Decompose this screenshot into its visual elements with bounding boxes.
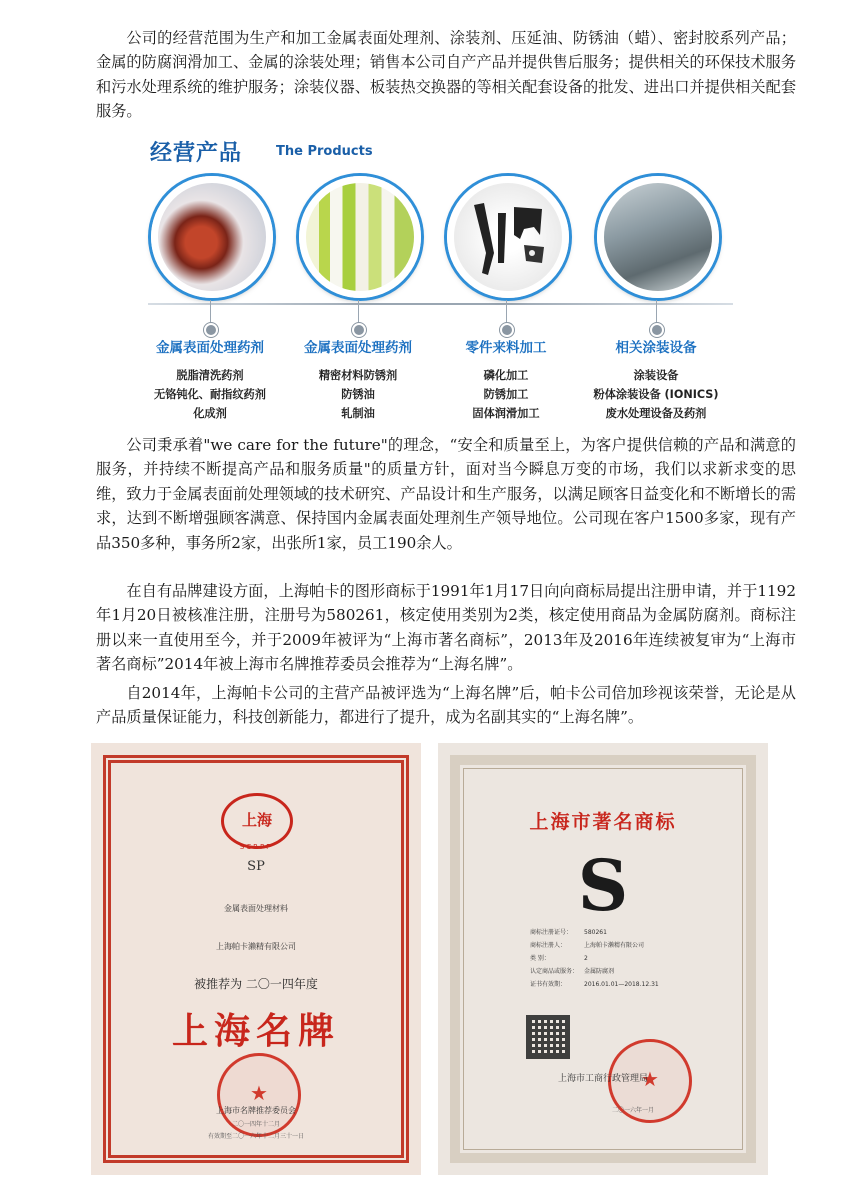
metal-parts-icon xyxy=(454,183,562,291)
red-seal: ★ xyxy=(608,1039,692,1123)
trademark-title: 上海市著名商标 xyxy=(529,811,677,833)
brand-paragraph: 在自有品牌建设方面，上海帕卡的图形商标于1991年1月17日向向商标局提出注册申请，并于1192年1月20日被核准注册，注册号为580261，核定使用类别为2类，核定使用商品为金属防腐剂。商标注册以来一直使用至今，并于2009年被评为“上海市著名商标”，2013年及2016年连续被复审为“上海市著名商标”2014年被上海市名牌推荐委员会推荐为“上海名牌”。 xyxy=(96,582,796,674)
banner-title: 经营产品 xyxy=(150,141,243,166)
field-key: 商标注册证号： xyxy=(530,929,573,936)
stem xyxy=(358,300,359,324)
product-column-4 xyxy=(586,176,736,436)
field-value: 2 xyxy=(584,955,588,962)
category-item: 精密材料防锈剂 xyxy=(318,369,398,382)
big-title: 上海名牌 xyxy=(171,1010,340,1052)
category-title: 金属表面处理药剂 xyxy=(304,340,412,356)
field-value: 上海帕卡濑精有限公司 xyxy=(584,942,645,949)
field-row xyxy=(530,953,588,962)
timeline-dot xyxy=(204,323,218,337)
field-key: 证书有效期： xyxy=(530,981,567,988)
famous-trademark-certificate xyxy=(438,743,768,1175)
category-item: 轧制油 xyxy=(341,407,375,420)
field-key: 类 别： xyxy=(530,955,550,962)
field-row xyxy=(530,979,659,988)
category-title: 零件来料加工 xyxy=(465,340,547,356)
company-label: 上海帕卡濑精有限公司 xyxy=(216,942,296,951)
field-row xyxy=(530,966,614,975)
product-column-1 xyxy=(140,176,290,436)
timeline-dot xyxy=(500,323,514,337)
stem xyxy=(506,300,507,324)
honor-paragraph: 自2014年，上海帕卡公司的主营产品被评选为“上海名牌”后，帕卡公司倍加珍视该荣誉，无论是从产品质量保证能力，科技创新能力，都进行了提升，成为名副其实的“上海名牌”。 xyxy=(96,684,796,727)
validity-label: 有效期至二〇一六年十二月三十一日 xyxy=(207,1133,304,1140)
timeline-dot xyxy=(650,323,664,337)
red-seal: ★ xyxy=(217,1053,301,1137)
brand-logo xyxy=(221,793,293,849)
qr-code-icon xyxy=(526,1015,570,1059)
lab-flask-image xyxy=(151,176,273,298)
philosophy-paragraph: 公司秉承着"we care for the future"的理念，“安全和质量至上，为客户提供信赖的产品和满意的服务，并持续不断提高产品和服务质量"的质量方针，面对当今瞬息万变的市场，我们以求新求变的思维，致力于金属表面前处理领域的技术研究、产品设计和生产服务，以满足顾客日益变化和不断增长的需求，达到不断增强顾客满意、保持国内金属表面处理剂生产领导地位。公司现在客户1500多家，现有产品350多种，事务所2家，出张所1家，员工190余人。 xyxy=(96,436,796,552)
category-item: 脱脂清洗药剂 xyxy=(176,369,244,382)
category-item: 涂装设备 xyxy=(633,369,679,382)
product-column-2 xyxy=(288,176,438,436)
oil-bottles-image xyxy=(299,176,421,298)
category-item: 粉体涂装设备 (IONICS) xyxy=(593,388,719,401)
recommend-label: 被推荐为 二〇一四年度 xyxy=(194,977,318,991)
product-column-3 xyxy=(436,176,586,436)
timeline-dot xyxy=(352,323,366,337)
committee-label: 上海市名牌推荐委员会 xyxy=(216,1106,296,1115)
field-row xyxy=(530,927,607,936)
logo-subtext: SCRPF xyxy=(239,843,273,851)
category-items xyxy=(586,366,726,423)
sp-label: SP xyxy=(247,859,265,874)
category-item: 磷化加工 xyxy=(483,369,529,382)
date-label: 二〇一四年十二月 xyxy=(231,1121,280,1128)
logo-text: 上海 xyxy=(241,811,272,829)
category-items xyxy=(436,366,576,423)
date-label: 二〇一六年一月 xyxy=(611,1107,654,1114)
issuer-label: 上海市工商行政管理局 xyxy=(557,1074,648,1084)
category-item: 无铬钝化、耐指纹药剂 xyxy=(154,388,266,401)
coating-line-image xyxy=(597,176,719,298)
field-value: 580261 xyxy=(584,929,607,936)
category-item: 废水处理设备及药剂 xyxy=(605,407,707,420)
category-items xyxy=(140,366,280,423)
category-items xyxy=(288,366,428,423)
category-item: 防锈加工 xyxy=(483,388,529,401)
category-title: 金属表面处理药剂 xyxy=(156,340,264,356)
category-title: 相关涂装设备 xyxy=(615,340,697,356)
field-key: 认定商品或服务： xyxy=(530,968,579,975)
material-label: 金属表面处理材料 xyxy=(224,904,288,913)
category-item: 防锈油 xyxy=(341,388,375,401)
products-banner xyxy=(140,136,740,436)
trademark-logo-icon: S xyxy=(577,844,629,927)
category-item: 化成剂 xyxy=(193,407,227,420)
metal-parts-image xyxy=(447,176,569,298)
field-value: 金属防腐剂 xyxy=(584,968,615,975)
stem xyxy=(656,300,657,324)
banner-subtitle: The Products xyxy=(276,144,373,159)
field-row xyxy=(530,940,644,949)
category-item: 固体润滑加工 xyxy=(472,407,540,420)
shanghai-brand-certificate xyxy=(91,743,421,1175)
field-value: 2016.01.01—2018.12.31 xyxy=(584,981,659,988)
field-key: 商标注册人： xyxy=(530,942,567,949)
stem xyxy=(210,300,211,324)
scope-paragraph: 公司的经营范围为生产和加工金属表面处理剂、涂装剂、压延油、防锈油（蜡）、密封胶系列产品；金属的防腐润滑加工、金属的涂装处理；销售本公司自产产品并提供售后服务；提供相关的环保技术服务和污水处理系统的维护服务；涂装仪器、板装热交换器的等相关配套设备的批发、进出口并提供相关配套服务。 xyxy=(96,29,796,121)
